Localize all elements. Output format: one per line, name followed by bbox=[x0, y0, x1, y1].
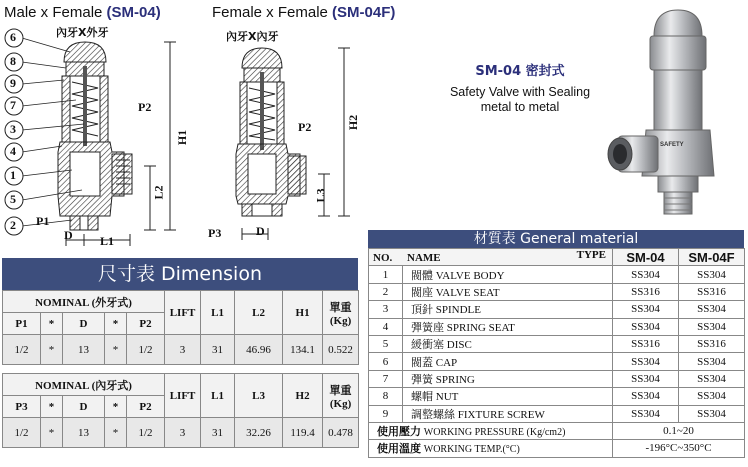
table-cell: 7 bbox=[369, 370, 403, 387]
table-cell: SS304 bbox=[613, 266, 679, 283]
table-cell: 3 bbox=[165, 335, 201, 365]
male-nominal-header: NOMINAL (外牙式) bbox=[3, 291, 165, 313]
head-model-sm04f: SM-04F bbox=[679, 249, 745, 266]
female-weight-header: 單重 (Kg) bbox=[323, 374, 359, 418]
table-cell: SS304 bbox=[679, 318, 745, 335]
table-cell: SS304 bbox=[679, 266, 745, 283]
table-row bbox=[369, 301, 745, 318]
label-h2: H2 bbox=[346, 114, 361, 131]
product-desc-line1: Safety Valve with Sealing bbox=[449, 85, 591, 99]
table-cell: 31 bbox=[201, 418, 235, 448]
head-type: TYPE bbox=[576, 249, 606, 261]
left-drawing-title: Male x Female (SM-04) bbox=[4, 4, 161, 21]
table-cell: 彈簧 SPRING bbox=[403, 370, 613, 387]
table-row bbox=[369, 353, 745, 370]
callout-4: 4 bbox=[10, 144, 16, 158]
male-col-p2: P2 bbox=[127, 313, 165, 335]
material-head-cell bbox=[369, 249, 613, 266]
table-row bbox=[369, 266, 745, 283]
label-d-right: D bbox=[256, 224, 265, 238]
callout-5: 5 bbox=[10, 192, 16, 206]
table-cell: 9 bbox=[369, 405, 403, 422]
temp-row bbox=[369, 440, 745, 457]
sm04f-section-drawing bbox=[212, 40, 372, 250]
label-p2-right: P2 bbox=[298, 120, 312, 134]
female-lift-header: LIFT bbox=[165, 374, 201, 418]
table-cell: 0.478 bbox=[323, 418, 359, 448]
product-desc-line2: metal to metal bbox=[480, 100, 560, 114]
callout-7: 7 bbox=[10, 98, 16, 112]
table-cell: 32.26 bbox=[235, 418, 283, 448]
table-cell: * bbox=[105, 335, 127, 365]
female-col-star: * bbox=[41, 396, 63, 418]
label-l1: L1 bbox=[100, 234, 115, 248]
head-name: NAME bbox=[407, 252, 441, 265]
table-cell: SS316 bbox=[613, 283, 679, 300]
male-col-d: D bbox=[63, 313, 105, 335]
table-cell: 1/2 bbox=[127, 418, 165, 448]
table-cell: 8 bbox=[369, 388, 403, 405]
male-lift-header: LIFT bbox=[165, 291, 201, 335]
temp-value: -196°C~350°C bbox=[613, 440, 745, 457]
table-cell: SS304 bbox=[613, 353, 679, 370]
table-cell: 閥體 VALVE BODY bbox=[403, 266, 613, 283]
label-p2-left: P2 bbox=[138, 100, 152, 114]
table-cell: SS304 bbox=[679, 353, 745, 370]
table-cell: 2 bbox=[369, 283, 403, 300]
table-row bbox=[369, 335, 745, 352]
label-h1: H1 bbox=[175, 129, 190, 146]
female-h2-header: H2 bbox=[283, 374, 323, 418]
table-row bbox=[369, 405, 745, 422]
callout-3: 3 bbox=[10, 122, 16, 136]
left-drawing-subtitle: 內牙X外牙 bbox=[56, 26, 109, 39]
table-cell: SS304 bbox=[613, 370, 679, 387]
product-photo bbox=[598, 6, 744, 223]
table-cell: 閥蓋 CAP bbox=[403, 353, 613, 370]
table-cell: 6 bbox=[369, 353, 403, 370]
female-l3-header: L3 bbox=[235, 374, 283, 418]
table-cell: 1/2 bbox=[3, 335, 41, 365]
table-cell: SS316 bbox=[613, 335, 679, 352]
table-cell: 3 bbox=[369, 301, 403, 318]
table-cell: 螺帽 NUT bbox=[403, 388, 613, 405]
table-cell: 彈簧座 SPRING SEAT bbox=[403, 318, 613, 335]
female-col-star: * bbox=[105, 396, 127, 418]
right-drawing-title: Female x Female (SM-04F) bbox=[212, 4, 396, 21]
table-cell: 134.1 bbox=[283, 335, 323, 365]
female-col-p3: P3 bbox=[3, 396, 41, 418]
product-caption bbox=[440, 60, 600, 115]
head-no: NO. bbox=[373, 252, 393, 265]
table-cell: 46.96 bbox=[235, 335, 283, 365]
pressure-row bbox=[369, 422, 745, 439]
table-cell: * bbox=[105, 418, 127, 448]
callout-2: 2 bbox=[10, 218, 16, 232]
callout-8: 8 bbox=[10, 54, 16, 68]
label-d-left: D bbox=[64, 228, 73, 242]
table-cell: 13 bbox=[63, 335, 105, 365]
table-cell: 閥座 VALVE SEAT bbox=[403, 283, 613, 300]
product-title: SM-04 密封式 bbox=[475, 64, 565, 79]
dimension-table-title: 尺寸表 Dimension bbox=[2, 258, 358, 290]
male-col-p1: P1 bbox=[3, 313, 41, 335]
callout-1: 1 bbox=[10, 168, 16, 182]
material-table-title: 材質表 General material bbox=[368, 230, 744, 248]
table-cell: SS304 bbox=[613, 388, 679, 405]
table-cell: 5 bbox=[369, 335, 403, 352]
callout-9: 9 bbox=[10, 76, 16, 90]
right-drawing-subtitle: 內牙X內牙 bbox=[226, 30, 279, 43]
label-p3: P3 bbox=[208, 226, 222, 240]
table-cell: SS304 bbox=[679, 405, 745, 422]
temp-label: 使用溫度 WORKING TEMP.(°C) bbox=[369, 440, 613, 457]
male-h1-header: H1 bbox=[283, 291, 323, 335]
female-nominal-header: NOMINAL (內牙式) bbox=[3, 374, 165, 396]
label-l2: L2 bbox=[151, 185, 166, 200]
table-cell: SS316 bbox=[679, 335, 745, 352]
label-l3: L3 bbox=[313, 188, 328, 203]
dimension-table bbox=[2, 258, 358, 464]
table-cell: SS304 bbox=[613, 318, 679, 335]
table-cell: 119.4 bbox=[283, 418, 323, 448]
table-cell: * bbox=[41, 418, 63, 448]
table-row bbox=[369, 370, 745, 387]
male-col-star: * bbox=[41, 313, 63, 335]
female-data-row bbox=[3, 418, 359, 448]
head-model-sm04: SM-04 bbox=[613, 249, 679, 266]
pressure-value: 0.1~20 bbox=[613, 422, 745, 439]
table-cell: SS304 bbox=[613, 301, 679, 318]
table-cell: * bbox=[41, 335, 63, 365]
table-row bbox=[369, 283, 745, 300]
pressure-label: 使用壓力 WORKING PRESSURE (Kg/cm2) bbox=[369, 422, 613, 439]
table-cell: 3 bbox=[165, 418, 201, 448]
table-cell: SS316 bbox=[679, 283, 745, 300]
material-table bbox=[368, 230, 744, 464]
female-l1-header: L1 bbox=[201, 374, 235, 418]
table-row bbox=[369, 388, 745, 405]
callout-column bbox=[0, 20, 30, 250]
female-col-p2: P2 bbox=[127, 396, 165, 418]
male-data-row bbox=[3, 335, 359, 365]
callout-6: 6 bbox=[10, 30, 16, 44]
male-l1-header: L1 bbox=[201, 291, 235, 335]
male-weight-header: 單重 (Kg) bbox=[323, 291, 359, 335]
table-cell: 調整螺絲 FIXTURE SCREW bbox=[403, 405, 613, 422]
male-col-star: * bbox=[105, 313, 127, 335]
table-cell: 1 bbox=[369, 266, 403, 283]
table-cell: 1/2 bbox=[127, 335, 165, 365]
male-l2-header: L2 bbox=[235, 291, 283, 335]
table-cell: SS304 bbox=[679, 370, 745, 387]
table-cell: SS304 bbox=[679, 301, 745, 318]
table-cell: 13 bbox=[63, 418, 105, 448]
table-cell: 4 bbox=[369, 318, 403, 335]
table-cell: 緩衝塞 DISC bbox=[403, 335, 613, 352]
table-cell: 0.522 bbox=[323, 335, 359, 365]
table-cell: 頂針 SPINDLE bbox=[403, 301, 613, 318]
table-cell: 31 bbox=[201, 335, 235, 365]
female-col-d: D bbox=[63, 396, 105, 418]
table-cell: SS304 bbox=[613, 405, 679, 422]
table-row bbox=[369, 318, 745, 335]
table-cell: SS304 bbox=[679, 388, 745, 405]
table-cell: 1/2 bbox=[3, 418, 41, 448]
product-body-marking: SAFETY bbox=[660, 142, 684, 148]
label-p1: P1 bbox=[36, 214, 50, 228]
